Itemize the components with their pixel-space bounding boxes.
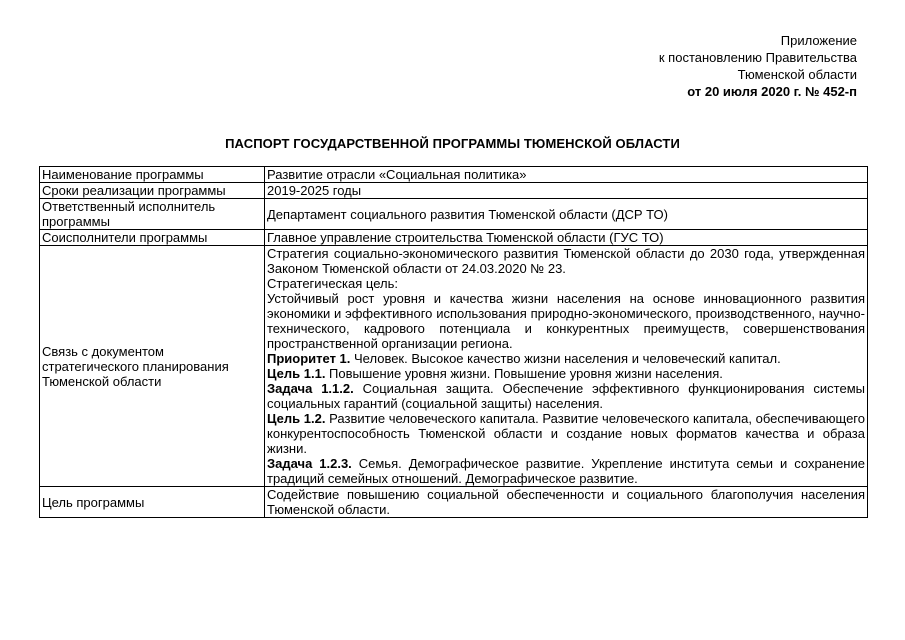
- goal-1-1-label: Цель 1.1.: [267, 366, 326, 381]
- row-label-name: Наименование программы: [40, 167, 265, 183]
- task-1-1-2-label: Задача 1.1.2.: [267, 381, 354, 396]
- row-label-link: Связь с документом стратегического планирования Тюменской области: [40, 246, 265, 487]
- table-row: [40, 199, 868, 230]
- table-row: [40, 487, 868, 518]
- task-1-1-2-text: Социальная защита. Обеспечение эффективного функционирования системы социальных гарантий (социальной защиты) населения.: [267, 381, 865, 411]
- appendix-line-3: Тюменской области: [737, 67, 857, 82]
- appendix-line-1: Приложение: [780, 33, 857, 48]
- row-label-goal: Цель программы: [40, 487, 265, 518]
- strategic-goal-text: Устойчивый рост уровня и качества жизни населения на основе инновационного развития экономики и эффективного использования природно-экономического, производственного, научно-технического, кадрового потенциала и конкурентных преимуществ, совершенствования пространственной организации региона.: [267, 291, 865, 351]
- table-row: [40, 246, 868, 487]
- goal-1-2-text: Развитие человеческого капитала. Развитие человеческого капитала, обеспечивающего конкурентоспособность Тюменской области и создание новых форматов качества и образа жизни.: [267, 411, 865, 456]
- row-value-name: Развитие отрасли «Социальная политика»: [265, 167, 868, 183]
- appendix-line-4: от 20 июля 2020 г. № 452-п: [687, 84, 857, 99]
- task-1-1-2-paragraph: [267, 381, 865, 411]
- goal-1-2-label: Цель 1.2.: [267, 411, 326, 426]
- priority-text: Человек. Высокое качество жизни населения и человеческий капитал.: [350, 351, 781, 366]
- appendix-header: [659, 32, 857, 100]
- table-row: [40, 167, 868, 183]
- row-label-period: Сроки реализации программы: [40, 183, 265, 199]
- row-label-coexecutors: Соисполнители программы: [40, 230, 265, 246]
- row-value-coexecutors: Главное управление строительства Тюменской области (ГУС ТО): [265, 230, 868, 246]
- priority-paragraph: [267, 351, 865, 366]
- table-row: [40, 183, 868, 199]
- strategic-goal-heading: Стратегическая цель:: [267, 276, 398, 291]
- row-value-link: [265, 246, 868, 487]
- priority-label: Приоритет 1.: [267, 351, 351, 366]
- strategy-paragraph: Стратегия социально-экономического развития Тюменской области до 2030 года, утвержденная Законом Тюменской области от 24.03.2020 № 23.: [267, 246, 865, 276]
- goal-1-1-paragraph: [267, 366, 865, 381]
- task-1-2-3-paragraph: [267, 456, 865, 486]
- table-row: [40, 230, 868, 246]
- goal-1-1-text: Повышение уровня жизни. Повышение уровня жизни населения.: [325, 366, 723, 381]
- task-1-2-3-text: Семья. Демографическое развитие. Укрепление института семьи и сохранение традиций семейных отношений. Демографическое развитие.: [267, 456, 865, 486]
- passport-table: [39, 166, 868, 518]
- appendix-line-2: к постановлению Правительства: [658, 50, 857, 65]
- row-value-executor: Департамент социального развития Тюменской области (ДСР ТО): [265, 199, 868, 230]
- row-label-executor: Ответственный исполнитель программы: [40, 199, 265, 230]
- row-value-goal: Содействие повышению социальной обеспеченности и социального благополучия населения Тюменской области.: [265, 487, 868, 518]
- row-value-period: 2019-2025 годы: [265, 183, 868, 199]
- task-1-2-3-label: Задача 1.2.3.: [267, 456, 352, 471]
- document-title: ПАСПОРТ ГОСУДАРСТВЕННОЙ ПРОГРАММЫ ТЮМЕНСКОЙ ОБЛАСТИ: [225, 136, 680, 151]
- goal-1-2-paragraph: [267, 411, 865, 456]
